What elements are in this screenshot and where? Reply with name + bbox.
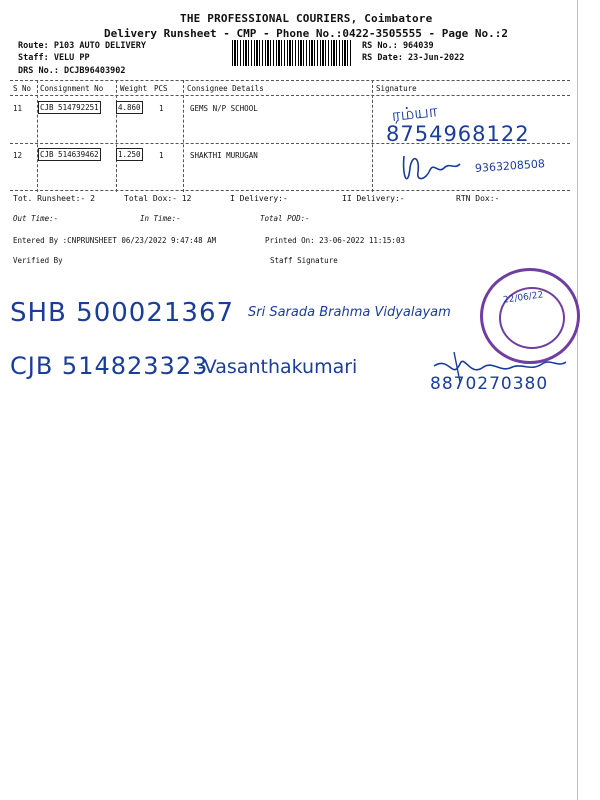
table-header-rule (10, 95, 570, 96)
entered-by: Entered By :CNPRUNSHEET 06/23/2022 9:47:48 AM (13, 236, 217, 245)
handwritten-code: SHB 500021367 (10, 298, 235, 328)
total-pod: Total POD:- (260, 214, 310, 223)
col-header-consignment: Consignment No (40, 84, 104, 93)
row-pcs: 1 (159, 151, 164, 160)
rs-date: RS Date: 23-Jun-2022 (362, 53, 465, 63)
row-signature-phone: 8754968122 (386, 122, 530, 146)
page-edge (577, 0, 578, 800)
row-signature-name: ரம்யா (390, 101, 439, 126)
row-sno: 11 (13, 104, 23, 113)
printed-on: Printed On: 23-06-2022 11:15:03 (265, 236, 405, 245)
row-pcs: 1 (159, 104, 164, 113)
rs-number: RS No.: 964039 (362, 41, 434, 51)
row-consignment: CJB 514792251 (40, 103, 99, 112)
row-consignment: CJB 514639462 (40, 150, 99, 159)
ii-delivery: II Delivery:- (342, 194, 405, 203)
drs-number: DRS No.: DCJB96403902 (18, 66, 126, 76)
row-signature-phone: 9363208508 (474, 157, 546, 175)
handwritten-name: -Vasanthakumari (198, 356, 358, 378)
column-divider (116, 80, 117, 192)
out-time: Out Time:- (13, 214, 59, 223)
route-label: Route: P103 AUTO DELIVERY (18, 41, 146, 51)
in-time: In Time:- (140, 214, 181, 223)
table-top-rule (10, 80, 570, 81)
row-sno: 12 (13, 151, 23, 160)
col-header-sno: S No (13, 84, 32, 93)
staff-label: Staff: VELU PP (18, 53, 90, 63)
col-header-consignee: Consignee Details (187, 84, 264, 93)
table-bottom-rule (10, 190, 570, 191)
school-stamp (480, 268, 580, 364)
total-dox: Total Dox:- 12 (124, 194, 192, 203)
handwritten-school: Sri Sarada Brahma Vidyalayam (248, 305, 451, 320)
rtn-dox: RTN Dox:- (456, 194, 500, 203)
row-consignee: GEMS N/P SCHOOL (190, 104, 258, 113)
row-weight: 4.860 (118, 103, 141, 112)
col-header-pcs: PCS (154, 84, 168, 93)
row-weight: 1.250 (118, 150, 141, 159)
verified-by: Verified By (13, 256, 63, 265)
total-runsheet: Tot. Runsheet:- 2 (13, 194, 95, 203)
col-header-weight: Weight (120, 84, 148, 93)
handwritten-phone: 8870270380 (430, 374, 549, 394)
stamp-date: 22/06/22 (502, 290, 544, 306)
barcode (232, 40, 353, 66)
staff-signature-label: Staff Signature (270, 256, 338, 265)
i-delivery: I Delivery:- (230, 194, 288, 203)
column-divider (372, 80, 373, 192)
column-divider (183, 80, 184, 192)
runsheet-subtitle: Delivery Runsheet - CMP - Phone No.:0422-3505555 - Page No.:2 (104, 27, 508, 40)
company-title: THE PROFESSIONAL COURIERS, Coimbatore (180, 12, 433, 25)
row-signature-scribble (398, 148, 478, 192)
col-header-signature: Signature (376, 84, 417, 93)
row-consignee: SHAKTHI MURUGAN (190, 151, 258, 160)
handwritten-code: CJB 514823323 (10, 352, 209, 380)
column-divider (37, 80, 38, 192)
